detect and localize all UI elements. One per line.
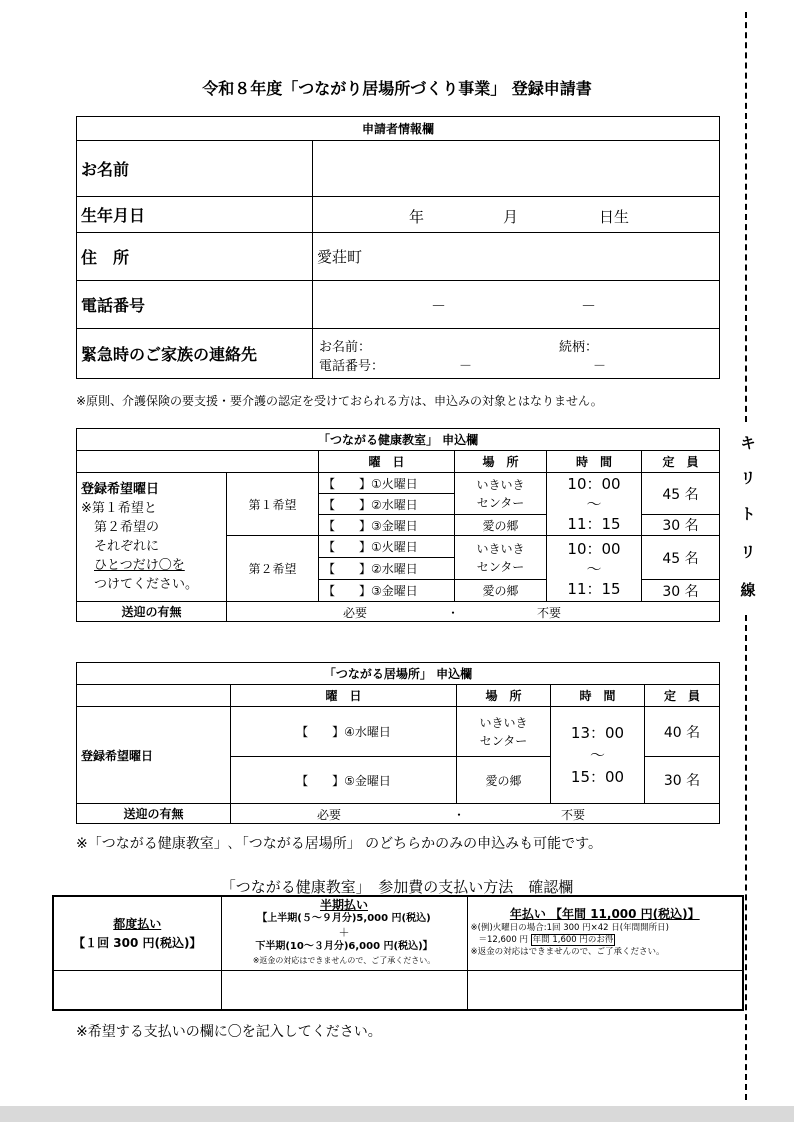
transport-dot: ・: [447, 606, 460, 620]
address-field[interactable]: 愛荘町: [313, 233, 720, 281]
time-cell: 10：00 ～ 11：15: [547, 536, 642, 602]
day-option-tue[interactable]: 【 】①火曜日: [319, 536, 455, 558]
half-year-option: [221, 896, 467, 970]
capacity-b: 30 名: [642, 580, 720, 602]
half-year-first: 【上半期(５～９月分)5,000 円(税込): [257, 913, 431, 925]
either-note: ※「つながる健康教室」､「つながる居場所」 のどちらかのみの申込みも可能です。: [76, 836, 603, 852]
cut-line-char: キ: [740, 434, 756, 452]
phone-dash: －: [581, 297, 597, 315]
address-label: 住 所: [77, 233, 313, 281]
emergency-phone-dash: －: [459, 359, 473, 374]
applicant-header: 申請者情報欄: [77, 117, 720, 141]
full-year-check-cell[interactable]: [467, 970, 743, 1010]
phone-label: 電話番号: [77, 281, 313, 329]
cut-line-char: リ: [740, 543, 756, 561]
kenko-table: [76, 428, 720, 622]
cut-line-char: ト: [740, 505, 756, 523]
kenko-left-note: つけてください。: [94, 577, 199, 592]
transport-options[interactable]: [227, 602, 720, 622]
transport-label: 送迎の有無: [77, 804, 231, 824]
time-cell: 10：00 ～ 11：15: [547, 473, 642, 536]
pref2-label: 第２希望: [227, 536, 319, 602]
capacity-a: 45 名: [642, 536, 720, 580]
kenko-left-note: ひとつだけ〇を: [94, 558, 185, 573]
emergency-label: 緊急時のご家族の連絡先: [77, 329, 313, 379]
full-year-option: [467, 896, 743, 970]
payment-table: [52, 895, 744, 1011]
kenko-left-note: 第２希望の: [94, 520, 160, 535]
transport-label: 送迎の有無: [77, 602, 227, 622]
payment-instruction-note: ※希望する支払いの欄に〇を記入してください。: [76, 1024, 382, 1040]
kenko-left-note: ※第１希望と: [81, 501, 157, 516]
name-field[interactable]: [313, 141, 720, 197]
full-year-example: ※(例)火曜日の場合:1回 300 円×42 日(年間開所日): [470, 923, 669, 934]
capacity-a: 45 名: [642, 473, 720, 515]
place-ainosato: 愛の郷: [457, 757, 551, 804]
transport-options[interactable]: [231, 804, 720, 824]
cut-line-char: リ: [740, 469, 756, 487]
cut-line-bottom: [745, 615, 747, 1100]
emergency-phone-dash: －: [593, 359, 607, 374]
full-year-total: ＝12,600 円: [478, 935, 528, 946]
col-place: 場 所: [457, 685, 551, 707]
emergency-field[interactable]: [313, 329, 720, 379]
per-visit-option: [53, 896, 221, 970]
birth-month-unit: 月: [503, 208, 519, 226]
ibasho-left-title: 登録希望曜日: [77, 707, 231, 804]
col-day: 曜 日: [319, 451, 455, 473]
kenko-header: 「つながる健康教室」 申込欄: [77, 429, 720, 451]
emergency-relation-label: 続柄：: [559, 340, 599, 355]
day-option-wed[interactable]: 【 】②水曜日: [319, 494, 455, 515]
day-option-fri[interactable]: 【 】③金曜日: [319, 515, 455, 536]
half-year-note: ※返金の対応はできませんので、ご了承ください。: [252, 956, 436, 966]
place-ainosato: 愛の郷: [455, 515, 547, 536]
kenko-left-cell: [77, 473, 227, 602]
eligibility-note: ※原則、介護保険の要支援・要介護の認定を受けておられる方は、申込みの対象とはなりません。: [76, 394, 603, 408]
half-year-check-cell[interactable]: [221, 970, 467, 1010]
day-option-tue[interactable]: 【 】①火曜日: [319, 473, 455, 494]
capacity-b: 30 名: [645, 757, 720, 804]
full-year-title: 年払い 【年間 11,000 円(税込)】: [509, 907, 700, 922]
half-year-plus: ＋: [338, 926, 350, 940]
transport-noneed[interactable]: 不要: [537, 606, 562, 620]
col-day: 曜 日: [231, 685, 457, 707]
per-visit-check-cell[interactable]: [53, 970, 221, 1010]
kenko-left-title: 登録希望曜日: [81, 482, 160, 497]
phone-field[interactable]: [313, 281, 720, 329]
ibasho-header: 「つながる居場所」 申込欄: [77, 663, 720, 685]
place-ikiiki: いきいき センター: [455, 473, 547, 515]
capacity-a: 40 名: [645, 707, 720, 757]
place-ikiiki: いきいき センター: [455, 536, 547, 580]
transport-noneed[interactable]: 不要: [561, 808, 586, 822]
transport-need[interactable]: 必要: [343, 606, 368, 620]
page-title: 令和８年度「つながり居場所づくり事業」 登録申請書: [202, 79, 592, 98]
col-capacity: 定 員: [645, 685, 720, 707]
day-option-wed[interactable]: 【 】④水曜日: [231, 707, 457, 757]
ibasho-table: [76, 662, 720, 824]
col-capacity: 定 員: [642, 451, 720, 473]
day-option-fri[interactable]: 【 】③金曜日: [319, 580, 455, 602]
payment-title: 「つながる健康教室」 参加費の支払い方法 確認欄: [220, 878, 574, 896]
time-cell: 13：00 ～ 15：00: [551, 707, 645, 804]
col-place: 場 所: [455, 451, 547, 473]
kenko-left-note: それぞれに: [94, 539, 160, 554]
birth-year-unit: 年: [409, 208, 425, 226]
name-label: お名前: [77, 141, 313, 197]
emergency-name-label: お名前：: [319, 340, 372, 355]
per-visit-title: 都度払い: [113, 917, 162, 932]
full-year-saving: 年間 1,600 円のお得: [532, 935, 614, 946]
half-year-title: 半期払い: [319, 898, 368, 913]
phone-dash: －: [431, 297, 447, 315]
full-year-note: ※返金の対応はできませんので、ご了承ください。: [470, 947, 665, 958]
capacity-b: 30 名: [642, 515, 720, 536]
col-time: 時 間: [551, 685, 645, 707]
transport-need[interactable]: 必要: [317, 808, 342, 822]
transport-dot: ・: [453, 808, 466, 822]
birth-day-unit: 日生: [599, 208, 630, 226]
emergency-phone-label: 電話番号：: [319, 359, 385, 374]
day-option-wed[interactable]: 【 】②水曜日: [319, 558, 455, 580]
col-time: 時 間: [547, 451, 642, 473]
place-ikiiki: いきいき センター: [457, 707, 551, 757]
viewer-bottom-bar: [0, 1106, 794, 1122]
pref1-label: 第１希望: [227, 473, 319, 536]
day-option-fri[interactable]: 【 】⑤金曜日: [231, 757, 457, 804]
birth-field[interactable]: [313, 197, 720, 233]
place-ainosato: 愛の郷: [455, 580, 547, 602]
cut-line-top: [745, 12, 747, 422]
half-year-second: 下半期(10～３月分)6,000 円(税込)】: [255, 941, 433, 953]
applicant-table: [76, 116, 720, 379]
cut-line-char: 線: [740, 581, 756, 599]
per-visit-price: 【１回 300 円(税込)】: [73, 936, 202, 951]
birth-label: 生年月日: [77, 197, 313, 233]
